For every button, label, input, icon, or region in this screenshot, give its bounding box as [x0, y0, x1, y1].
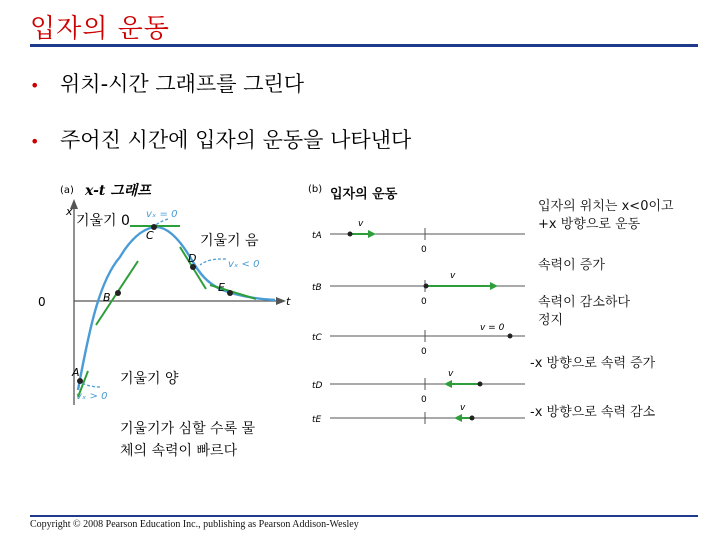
- row-td-vector: v: [448, 369, 454, 379]
- particle-motion-diagram: [300, 180, 530, 425]
- page-title: 입자의 운동: [30, 14, 170, 44]
- slope-zero-label: 기울기 0: [76, 213, 130, 229]
- slope-positive-label: 기울기 양: [120, 371, 179, 387]
- row-tc-time: tC: [312, 333, 322, 343]
- row-ta-particle: [348, 232, 353, 237]
- row-tb-vector: v: [450, 271, 456, 281]
- bullet-dot: •: [30, 131, 40, 151]
- steeper-note-line-2: 체의 속력이 빠르다: [120, 443, 238, 459]
- row-tc: [312, 323, 525, 357]
- tangent-e: [210, 285, 256, 299]
- note-ta: [538, 198, 674, 234]
- copyright: Copyright © 2008 Pearson Education Inc., publishing as Pearson Addison-Wesley: [30, 519, 359, 530]
- bullet-item-1: [30, 68, 304, 98]
- row-tc-origin: 0: [421, 347, 427, 357]
- row-te-time: tE: [312, 415, 322, 425]
- title-divider: [30, 44, 698, 47]
- note-tb: [538, 257, 605, 275]
- row-tb-particle: [424, 284, 429, 289]
- row-tb-arrowhead: [490, 282, 498, 290]
- row-tc-vector: v = 0: [480, 323, 505, 333]
- panel-a-title: x-t 그래프: [85, 183, 151, 199]
- point-a-label: A: [72, 366, 80, 379]
- note-te: [530, 404, 655, 422]
- row-tc-particle: [508, 334, 513, 339]
- dash-arrow-d: [200, 259, 226, 265]
- dash-arrow-a: [82, 383, 100, 387]
- row-td-particle: [478, 382, 483, 387]
- vx-pos-label: vₓ > 0: [76, 391, 108, 402]
- slope-negative-label: 기울기 음: [200, 233, 259, 249]
- note-tc-line-2: 정지: [538, 313, 564, 328]
- note-ta-line-1: 입자의 위치는 x<0이고: [538, 199, 674, 214]
- row-te-vector: v: [460, 403, 466, 413]
- bullet-item-2: [30, 124, 411, 154]
- origin-label: 0: [38, 295, 46, 309]
- point-b-label: B: [103, 291, 111, 304]
- row-te-particle: [470, 416, 475, 421]
- row-tb-time: tB: [312, 283, 322, 293]
- row-te: [312, 403, 525, 425]
- note-te-line-1: -x 방향으로 속력 감소: [530, 405, 656, 420]
- point-e-label: E: [218, 281, 225, 294]
- row-ta-arrowhead: [368, 230, 376, 238]
- axis-t-label: t: [286, 295, 291, 308]
- point-c-label: C: [146, 229, 154, 242]
- note-ta-line-2: +x 방향으로 운동: [538, 217, 641, 232]
- point-e-marker: [227, 290, 233, 296]
- row-ta-time: tA: [312, 231, 322, 241]
- point-d-label: D: [188, 252, 197, 265]
- row-td-origin: 0: [421, 395, 427, 405]
- xt-graph: [30, 175, 330, 415]
- row-ta: [312, 219, 525, 255]
- note-tb-line-1: 속력이 증가: [538, 258, 605, 273]
- panel-b-label: (b): [308, 184, 323, 195]
- bullet-dot: •: [30, 75, 40, 95]
- panel-b-title: 입자의 운동: [330, 187, 398, 202]
- steeper-note-line-1: 기울기가 심할 수록 물: [120, 421, 256, 437]
- note-tc: [538, 294, 630, 330]
- row-tb: [312, 271, 525, 307]
- vx-neg-label: vₓ < 0: [228, 259, 260, 270]
- panel-a-label: (a): [60, 185, 74, 196]
- row-td-time: tD: [312, 381, 323, 391]
- note-tc-line-1: 속력이 감소하다: [538, 295, 631, 310]
- footer-divider: [30, 515, 698, 517]
- row-td: [312, 369, 525, 405]
- note-td-line-1: -x 방향으로 속력 증가: [530, 356, 656, 371]
- t-axis-arrow: [276, 297, 286, 305]
- vx-zero-label: vₓ = 0: [146, 209, 178, 220]
- note-td: [530, 355, 655, 373]
- row-ta-vector: v: [358, 219, 364, 229]
- steeper-note: [120, 418, 255, 462]
- row-td-arrowhead: [444, 380, 452, 388]
- bullet-text-2: 주어진 시간에 입자의 운동을 나타낸다: [60, 128, 412, 152]
- axis-x-label: x: [66, 205, 73, 218]
- bullet-text-1: 위치-시간 그래프를 그린다: [60, 72, 305, 96]
- row-te-arrowhead: [454, 414, 462, 422]
- row-tb-origin: 0: [421, 297, 427, 307]
- row-ta-origin: 0: [421, 245, 427, 255]
- point-b-marker: [115, 290, 121, 296]
